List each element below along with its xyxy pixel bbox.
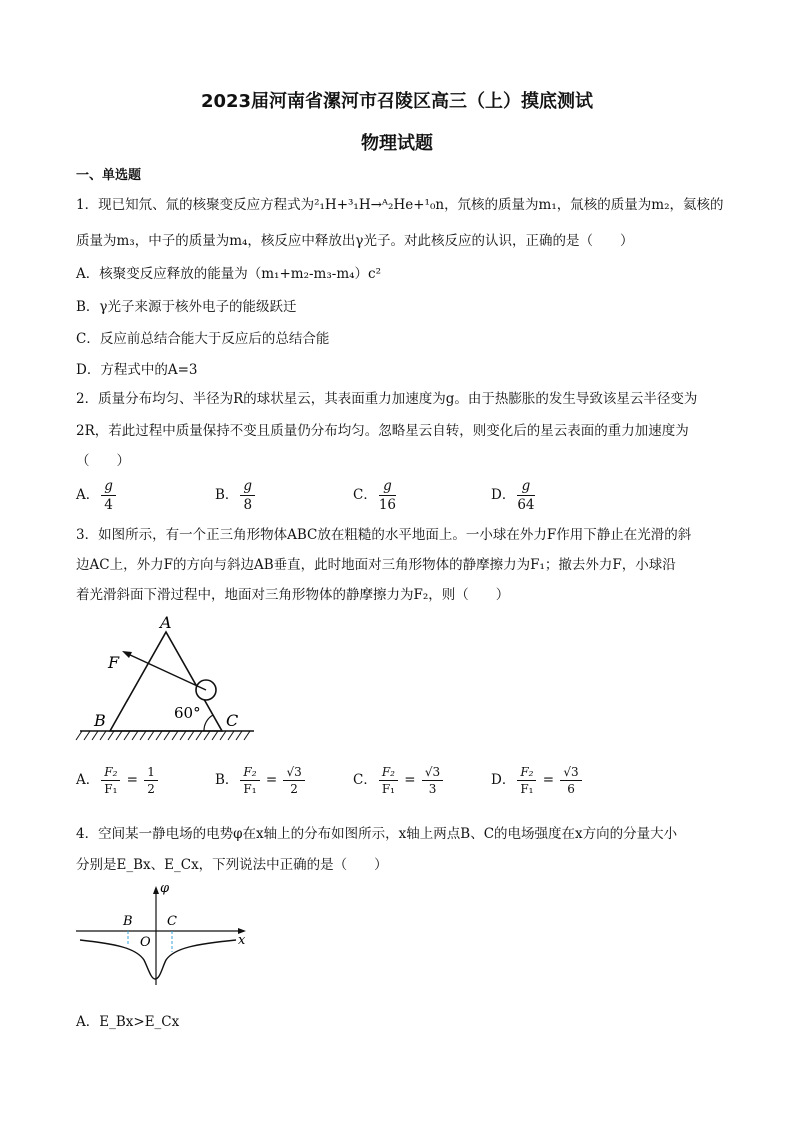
q4-option-a: A．E_Bx>E_Cx <box>76 1014 180 1030</box>
q3-option-d: D． $\frac{\text{F₂}}{\text{F₁}}$ = $\frac{√3}{6}$ <box>491 765 584 796</box>
q2-option-d <box>491 478 537 513</box>
q2-line3: （ ） <box>76 453 130 469</box>
denominator: 16 <box>378 497 397 513</box>
fraction-lhs <box>101 765 120 796</box>
q3-option-b: B． $\frac{\text{F₂}}{\text{F₁}}$ = $\frac{√3}{2}$ <box>215 765 307 796</box>
label-b: B <box>94 711 106 730</box>
numerator: g <box>517 478 534 496</box>
denominator: 2 <box>290 782 298 796</box>
angle-arc <box>204 715 213 731</box>
numerator: g <box>101 478 116 496</box>
q4-line2: 分别是E_Bx、E_Cx，下列说法中正确的是（ ） <box>76 857 388 873</box>
b-label: B <box>123 914 133 929</box>
fraction-lhs <box>240 765 259 796</box>
q1-option-c: C．反应前总结合能大于反应后的总结合能 <box>76 331 330 347</box>
fraction <box>101 478 116 513</box>
numerator: 1 <box>144 765 158 781</box>
fraction-lhs <box>517 765 536 796</box>
numerator: g <box>379 478 396 496</box>
q3-option-c: C． $\frac{\text{F₂}}{\text{F₁}}$ = $\frac{√3}{3}$ <box>353 765 445 796</box>
option-label: D． <box>491 772 516 788</box>
label-c: C <box>226 711 239 730</box>
q1-line2: 质量为m₃，中子的质量为m₄，核反应中释放出γ光子。对此核反应的认识，正确的是（ ） <box>76 233 634 249</box>
c-label: C <box>167 914 177 929</box>
page-subtitle: 物理试题 <box>361 133 433 154</box>
q1-text-pre: 1．现已知氘、氚的核聚变反应方程式为 <box>76 197 315 213</box>
option-label: B． <box>215 487 239 503</box>
denominator: 8 <box>243 497 253 513</box>
denominator: F₁ <box>104 782 118 796</box>
fraction <box>240 478 255 513</box>
fraction-rhs <box>144 765 158 796</box>
option-label: D． <box>491 487 516 503</box>
q4-potential-graph <box>76 880 256 990</box>
denominator: F₁ <box>520 782 534 796</box>
numerator: F₂ <box>101 765 120 781</box>
label-f: F <box>108 653 120 672</box>
q2-line2: 2R，若此过程中质量保持不变且质量仍分布均匀。忽略星云自转，则变化后的星云表面的重力加速度为 <box>76 423 689 439</box>
denominator: 64 <box>517 497 535 513</box>
origin-label: O <box>140 935 151 950</box>
q2-option-a <box>76 478 118 513</box>
denominator: 6 <box>567 782 575 796</box>
q3-line1: 3．如图所示，有一个正三角形物体ABC放在粗糙的水平地面上。一小球在外力F作用下静止在光滑的斜 <box>76 527 692 543</box>
fraction-rhs <box>422 765 443 796</box>
label-a: A <box>160 613 172 632</box>
numerator: g <box>240 478 255 496</box>
q3-line3: 着光滑斜面下滑过程中，地面对三角形物体的静摩擦力为F₂，则（ ） <box>76 587 510 603</box>
q2-line1: 2．质量分布均匀、半径为R的球状星云，其表面重力加速度为g。由于热膨胀的发生导致该星云半径变为 <box>76 391 698 407</box>
q1-option-a: A．核聚变反应释放的能量为（m₁+m₂-m₃-m₄）c² <box>76 266 382 282</box>
option-label: A． <box>76 772 100 788</box>
option-label: A． <box>76 487 100 503</box>
q3-option-a: A． $\frac{\text{F₂}}{\text{F₁}}$ = $\frac{1}{2}$ <box>76 765 160 796</box>
numerator: F₂ <box>240 765 259 781</box>
denominator: 2 <box>147 782 155 796</box>
denominator: 4 <box>104 497 113 513</box>
option-label: C． <box>353 772 377 788</box>
q1-option-d: D．方程式中的A=3 <box>76 362 198 378</box>
q4-line1: 4．空间某一静电场的电势φ在x轴上的分布如图所示，x轴上两点B、C的电场强度在x方向的分量大小 <box>76 826 678 842</box>
q2-option-b <box>215 478 257 513</box>
page-title: 2023届河南省漯河市召陵区高三（上）摸底测试 <box>200 91 594 112</box>
option-label: B． <box>215 772 239 788</box>
denominator: F₁ <box>381 782 395 796</box>
q3-triangle-figure <box>76 610 266 742</box>
potential-curve <box>80 940 236 979</box>
angle-label: 60° <box>174 704 201 722</box>
q1-text-post: ，氘核的质量为m₁，氚核的质量为m₂，氦核的 <box>444 197 724 213</box>
numerator: F₂ <box>517 765 536 781</box>
numerator: F₂ <box>379 765 398 781</box>
fraction-lhs <box>379 765 398 796</box>
x-label: x <box>238 933 246 948</box>
phi-label: φ <box>160 881 170 896</box>
q2-option-c <box>353 478 398 513</box>
arrowhead <box>122 651 132 658</box>
q3-line2: 边AC上，外力F的方向与斜边AB垂直，此时地面对三角形物体的静摩擦力为F₁；撤去外力F，小球沿 <box>76 557 676 573</box>
option-label: C． <box>353 487 377 503</box>
fraction-rhs <box>283 765 304 796</box>
section-heading: 一、单选题 <box>76 168 142 183</box>
fraction <box>517 478 534 513</box>
force-f-arrow <box>128 654 206 690</box>
fraction <box>379 478 396 513</box>
y-axis-arrow <box>153 886 159 894</box>
denominator: 3 <box>428 782 437 796</box>
q1-option-b: B．γ光子来源于核外电子的能级跃迁 <box>76 299 297 315</box>
denominator: F₁ <box>243 782 257 796</box>
numerator: √3 <box>560 765 581 781</box>
numerator: √3 <box>422 765 443 781</box>
q1-line1 <box>76 193 724 213</box>
q1-equation: ²₁H+³₁H→ᴬ₂He+¹₀n <box>314 197 445 213</box>
numerator: √3 <box>283 765 304 781</box>
fraction-rhs <box>560 765 581 796</box>
ground-hatching <box>76 731 250 740</box>
